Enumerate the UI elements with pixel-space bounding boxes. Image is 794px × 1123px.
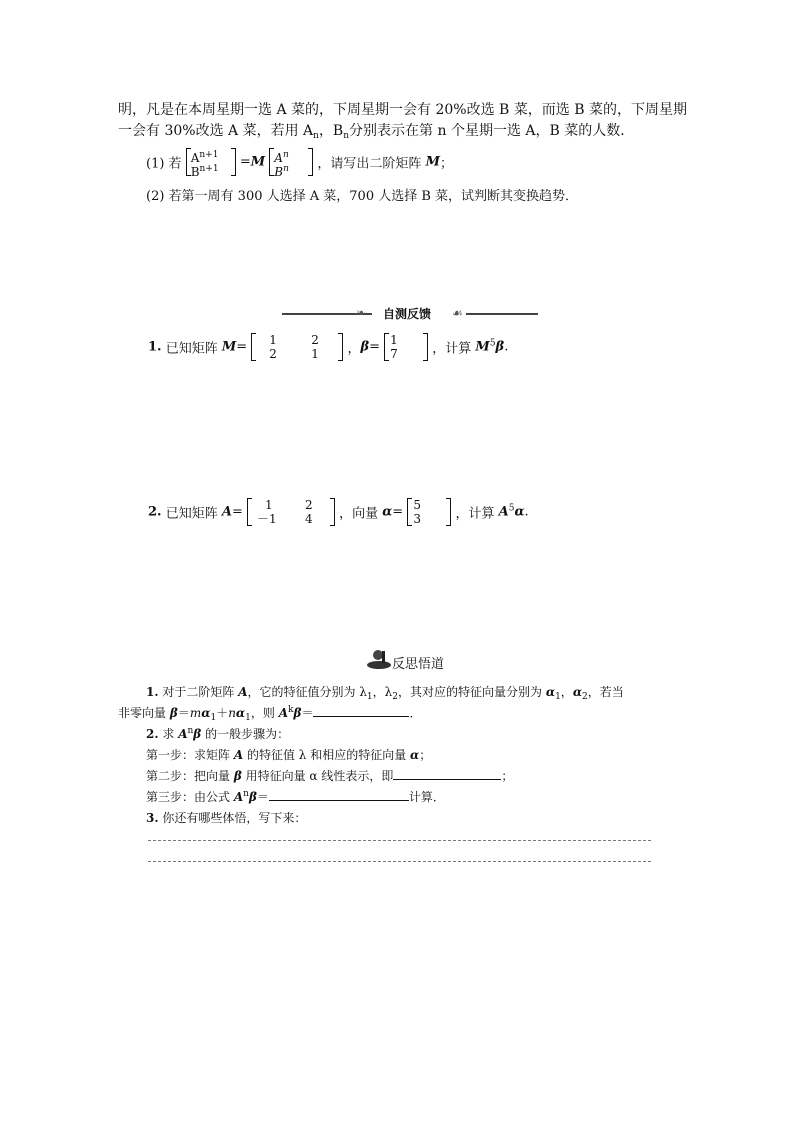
reflection-1-line-1: 1. 对于二阶矩阵 A，它的特征值分别为 $\lambda_1$，$\lambda_2$，其对应的特征向量分别为 $\alpha_1$，$\alpha_2$，若当 [146, 685, 624, 702]
ornament-glyph-left: ❧ [356, 306, 367, 320]
problem-2: 2. 已知矩阵 A= 1 2 －1 4 ，向量 α= 5 3 ，计算 $A^5\alpha$. [148, 498, 529, 526]
section-title-reflection: 反思悟道 [392, 657, 445, 672]
matrix-M: 1 2 2 1 [251, 333, 343, 361]
ornament-glyph-right: ☙ [452, 306, 463, 320]
ornament-right [466, 313, 538, 315]
question-1: (1) 若 $A^{n+1}$ $B^{n+1}$ =M $A^n$ $B^n$ ，请写出二阶矩阵 M； [146, 150, 453, 179]
answer-blank-3[interactable] [269, 788, 409, 801]
reflection-2: 2. 求 $A^n\beta$ 的一般步骤为： [146, 726, 290, 741]
reflection-3: 3. 你还有哪些体悟，写下来： [146, 811, 307, 825]
question-2: (2) 若第一周有 300 人选择 A 菜，700 人选择 B 菜，试判断其变换趋势． [146, 189, 579, 204]
section-title-self-test: 自测反馈 [383, 307, 432, 321]
matrix-current-state: $A^n$ $B^n$ [269, 148, 313, 176]
reflection-1-line-2: 非零向量 $\beta=m\alpha_1+n\alpha_1$，则 $A^k\beta=$ ． [118, 705, 422, 723]
problem-1: 1. 已知矩阵 M= 1 2 2 1 ，β= 1 7 ，计算 $M^5\beta$. [148, 333, 509, 361]
vector-beta: 1 7 [384, 333, 428, 361]
matrix-A: 1 2 －1 4 [247, 498, 335, 526]
intro-line-1: 明，凡是在本周星期一选 A 菜的，下周星期一会有 20%改选 B 菜，而选 B 菜的，下周星期 [118, 102, 687, 118]
vector-alpha: 5 3 [407, 498, 451, 526]
answer-blank-2[interactable] [393, 767, 501, 780]
step-3: 第三步：由公式 $A^n\beta=$ 计算． [146, 789, 445, 804]
matrix-next-state: $A^{n+1}$ $B^{n+1}$ [186, 148, 236, 176]
step-2: 第二步：把向量 β 用特征向量 α 线性表示，即 ； [146, 769, 514, 783]
writing-line-1[interactable] [148, 840, 651, 841]
intro-line-2: 一会有 30%改选 A 菜，若用 $A_n$，$B_n$分别表示在第 n 个星期一选 A，B 菜的人数． [118, 123, 635, 141]
writing-line-2[interactable] [148, 861, 651, 862]
step-1: 第一步：求矩阵 A 的特征值 λ 和相应的特征向量 α； [146, 748, 432, 762]
reflection-icon [366, 648, 392, 670]
answer-blank-1[interactable] [313, 704, 409, 717]
